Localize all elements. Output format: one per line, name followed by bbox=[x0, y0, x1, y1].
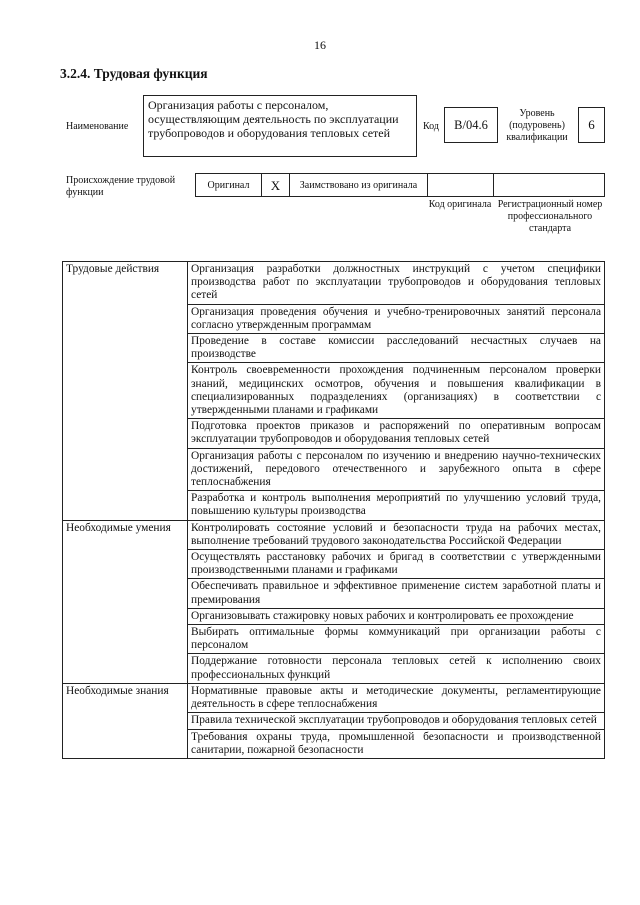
section-item: Контроль своевременности прохождения подчиненным персоналом проверки знаний, медицинских осмотров, обучения и повышения квалификации в специализированных подразделениях (организациях) в соответствии с утвержденными планами и графиками bbox=[188, 363, 605, 419]
section-category: Трудовые действия bbox=[63, 262, 188, 521]
level-label: Уровень (подуровень) квалификации bbox=[506, 108, 568, 143]
code-box: В/04.6 bbox=[444, 107, 498, 143]
page-number: 16 bbox=[314, 38, 326, 52]
section-item: Организация проведения обучения и учебно-тренировочных занятий персонала согласно утвержденным программам bbox=[188, 304, 605, 333]
section-item: Нормативные правовые акты и методические документы, регламентирующие деятельность в сфере теплоснабжения bbox=[188, 683, 605, 712]
section-item: Правила технической эксплуатации трубопроводов и оборудования тепловых сетей bbox=[188, 713, 605, 729]
name-box: Организация работы с персоналом, осуществляющим деятельность по эксплуатации трубопроводов и оборудования тепловых сетей bbox=[143, 95, 417, 157]
section-title: 3.2.4. Трудовая функция bbox=[60, 66, 208, 81]
section-item: Контролировать состояние условий и безопасности труда на рабочих местах, выполнение требований трудового законодательства Российской Федерации bbox=[188, 520, 605, 549]
section-item: Разработка и контроль выполнения мероприятий по улучшению условий труда, повышению культуры производства bbox=[188, 491, 605, 520]
section-item: Организация разработки должностных инструкций с учетом специфики производства работ по эксплуатации трубопроводов и оборудования тепловых сетей bbox=[188, 262, 605, 305]
section-item: Требования охраны труда, промышленной безопасности и производственной санитарии, пожарной безопасности bbox=[188, 729, 605, 758]
section-category: Необходимые знания bbox=[63, 683, 188, 758]
table-row bbox=[63, 520, 605, 549]
level-box: 6 bbox=[578, 107, 605, 143]
section-item: Поддержание готовности персонала тепловых сетей к исполнению своих профессиональных функций bbox=[188, 654, 605, 683]
table-row bbox=[63, 683, 605, 712]
origin-code-cell bbox=[428, 174, 494, 196]
origin-label: Происхождение трудовой функции bbox=[66, 175, 176, 198]
section-item: Осуществлять расстановку рабочих и бригад в соответствии с утвержденными производственными планами и графиками bbox=[188, 550, 605, 579]
table-row bbox=[63, 262, 605, 305]
labor-function-table bbox=[62, 261, 605, 759]
name-label: Наименование bbox=[66, 121, 129, 132]
origin-borrowed-label: Заимствовано из оригинала bbox=[290, 174, 428, 196]
section-item: Организация работы с персоналом по изучению и внедрению научно-технических достижений, передового отечественного и зарубежного опыта в сфере теплоснабжения bbox=[188, 448, 605, 491]
origin-reg-cell bbox=[494, 174, 604, 196]
code-original-label: Код оригинала bbox=[428, 199, 492, 210]
origin-row bbox=[195, 173, 605, 197]
reg-number-label: Регистрационный номер профессионального стандарта bbox=[497, 199, 603, 234]
origin-original-mark: X bbox=[262, 174, 290, 196]
section-category: Необходимые умения bbox=[63, 520, 188, 683]
origin-original-label: Оригинал bbox=[196, 174, 262, 196]
section-item: Выбирать оптимальные формы коммуникаций при организации работы с персоналом bbox=[188, 625, 605, 654]
code-label: Код bbox=[423, 121, 439, 132]
section-item: Подготовка проектов приказов и распоряжений по оперативным вопросам эксплуатации трубопроводов и оборудования тепловых сетей bbox=[188, 419, 605, 448]
section-item: Обеспечивать правильное и эффективное применение систем заработной платы и премирования bbox=[188, 579, 605, 608]
section-item: Проведение в составе комиссии расследований несчастных случаев на производстве bbox=[188, 334, 605, 363]
section-item: Организовывать стажировку новых рабочих и контролировать ее прохождение bbox=[188, 608, 605, 624]
